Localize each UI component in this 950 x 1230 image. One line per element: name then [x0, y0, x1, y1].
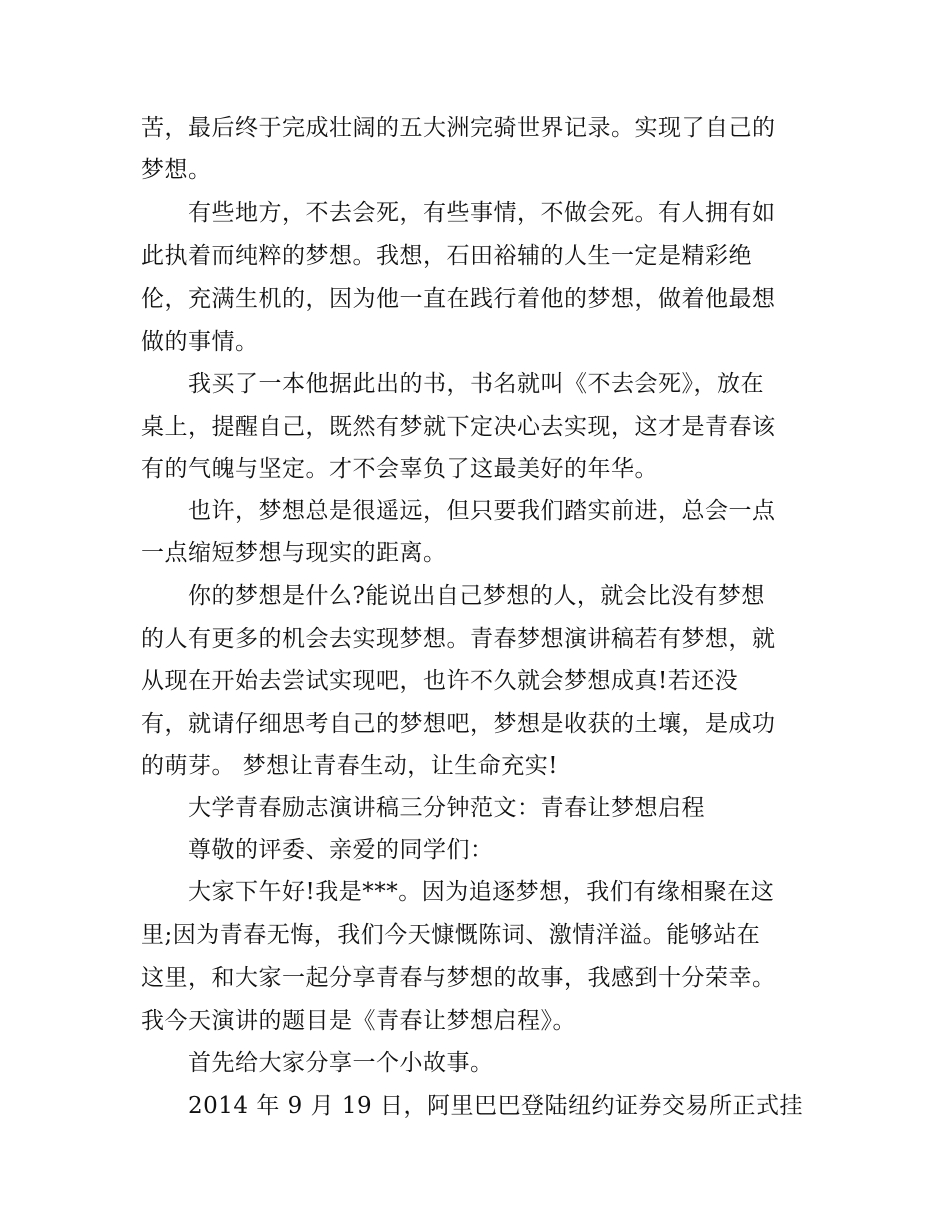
text-line: 桌上，提醒自己，既然有梦就下定决心去实现，这才是青春该	[141, 414, 776, 440]
text-line: 这里，和大家一起分享青春与梦想的故事，我感到十分荣幸。	[141, 965, 776, 991]
paragraph-start: 大家下午好!我是***。因为追逐梦想，我们有缘相聚在这	[188, 879, 775, 905]
text-line: 从现在开始去尝试实现吧，也许不久就会梦想成真!若还没	[141, 668, 739, 694]
text-line: 有，就请仔细思考自己的梦想吧，梦想是收获的土壤，是成功	[141, 711, 776, 737]
paragraph-start: 也许，梦想总是很遥远，但只要我们踏实前进，总会一点	[188, 498, 776, 524]
text-line: 的萌芽。 梦想让青春生动，让生命充实!	[141, 753, 559, 779]
paragraph-start: 你的梦想是什么?能说出自己梦想的人，就会比没有梦想	[188, 583, 765, 609]
text-line: 此执着而纯粹的梦想。我想，石田裕辅的人生一定是精彩绝	[141, 243, 752, 269]
text-line: 我今天演讲的题目是《青春让梦想启程》。	[141, 1008, 576, 1034]
paragraph-start: 首先给大家分享一个小故事。	[188, 1050, 494, 1076]
text-line: 苦，最后终于完成壮阔的五大洲完骑世界记录。实现了自己的	[141, 115, 776, 141]
text-line: 一点缩短梦想与现实的距离。	[141, 540, 447, 566]
text-line: 做的事情。	[141, 329, 259, 355]
paragraph-start: 2014 年 9 月 19 日，阿里巴巴登陆纽约证券交易所正式挂	[188, 1093, 803, 1119]
paragraph-start: 我买了一本他据此出的书，书名就叫《不去会死》，放在	[188, 371, 764, 397]
paragraph-start: 有些地方，不去会死，有些事情，不做会死。有人拥有如	[188, 200, 776, 226]
text-line: 梦想。	[141, 157, 212, 183]
text-line: 里;因为青春无悔，我们今天慷慨陈词、激情洋溢。能够站在	[141, 922, 761, 948]
text-line: 伦，充满生机的，因为他一直在践行着他的梦想，做着他最想	[141, 286, 776, 312]
text-line: 的人有更多的机会去实现梦想。青春梦想演讲稿若有梦想，就	[141, 626, 776, 652]
salutation: 尊敬的评委、亲爱的同学们：	[188, 837, 494, 863]
section-heading: 大学青春励志演讲稿三分钟范文：青春让梦想启程	[188, 795, 705, 821]
text-line: 有的气魄与坚定。才不会辜负了这最美好的年华。	[141, 456, 658, 482]
